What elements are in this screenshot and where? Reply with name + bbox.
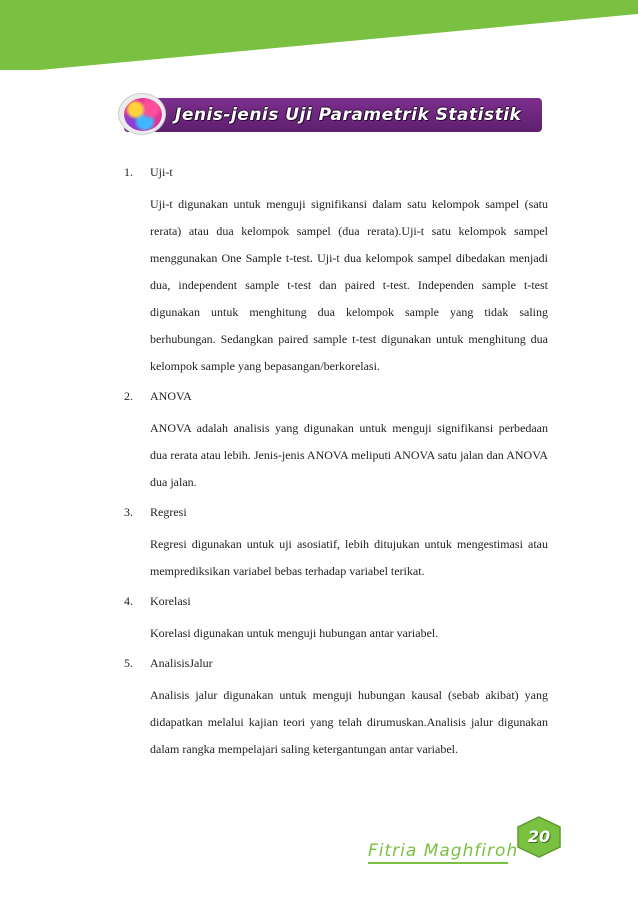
item-title: AnalisisJalur	[150, 656, 213, 670]
list-item	[124, 655, 548, 763]
item-number: 1.	[124, 165, 133, 179]
item-number: 3.	[124, 505, 133, 519]
banner-title: Jenis-jenis Uji Parametrik Statistik	[175, 105, 522, 125]
author-name: Fitria Maghfiroh	[368, 841, 519, 861]
item-title: Korelasi	[150, 594, 191, 608]
list-item	[124, 504, 548, 585]
item-title: Uji-t	[150, 165, 173, 179]
item-number: 2.	[124, 389, 133, 403]
page-number: 20	[527, 827, 551, 846]
item-text: ANOVA adalah analisis yang digunakan untuk menguji signifikansi perbedaan dua rerata atau lebih. Jenis-jenis ANOVA meliputi ANOVA satu jalan dan ANOVA dua jalan.	[150, 421, 548, 489]
item-title: Regresi	[150, 505, 187, 519]
list-item	[124, 164, 548, 380]
item-text: Uji-t digunakan untuk menguji signifikansi dalam satu kelompok sampel (satu rerata) atau dua kelompok sampel (dua rerata).Uji-t satu kelompok sampel menggunakan One Sample t-test. Uji-t dua kelompok sampel dibedakan menjadi dua, independent sample t-test dan paired t-test. Independen sample t-test digunakan untuk menghitung dua kelompok sample yang tidak saling berhubungan. Sedangkan paired sample t-test digunakan untuk menghitung dua kelompok sample yang bepasangan/berkorelasi.	[150, 197, 548, 373]
colorful-ball-icon	[124, 98, 162, 131]
content-list	[124, 164, 548, 771]
item-text: Analisis jalur digunakan untuk menguji hubungan kausal (sebab akibat) yang didapatkan melalui kajian teori yang telah dirumuskan.Analisis jalur digunakan dalam rangka mempelajari saling ketergantungan antar variabel.	[150, 688, 548, 756]
item-number: 5.	[124, 656, 133, 670]
item-text: Korelasi digunakan untuk menguji hubungan antar variabel.	[150, 626, 439, 640]
list-item	[124, 593, 548, 647]
item-title: ANOVA	[150, 389, 192, 403]
list-item	[124, 388, 548, 496]
green-corner-decoration	[0, 0, 638, 70]
item-number: 4.	[124, 594, 133, 608]
item-text: Regresi digunakan untuk uji asosiatif, lebih ditujukan untuk mengestimasi atau memprediksikan variabel bebas terhadap variabel terikat.	[150, 537, 548, 578]
author-underline	[368, 862, 508, 864]
